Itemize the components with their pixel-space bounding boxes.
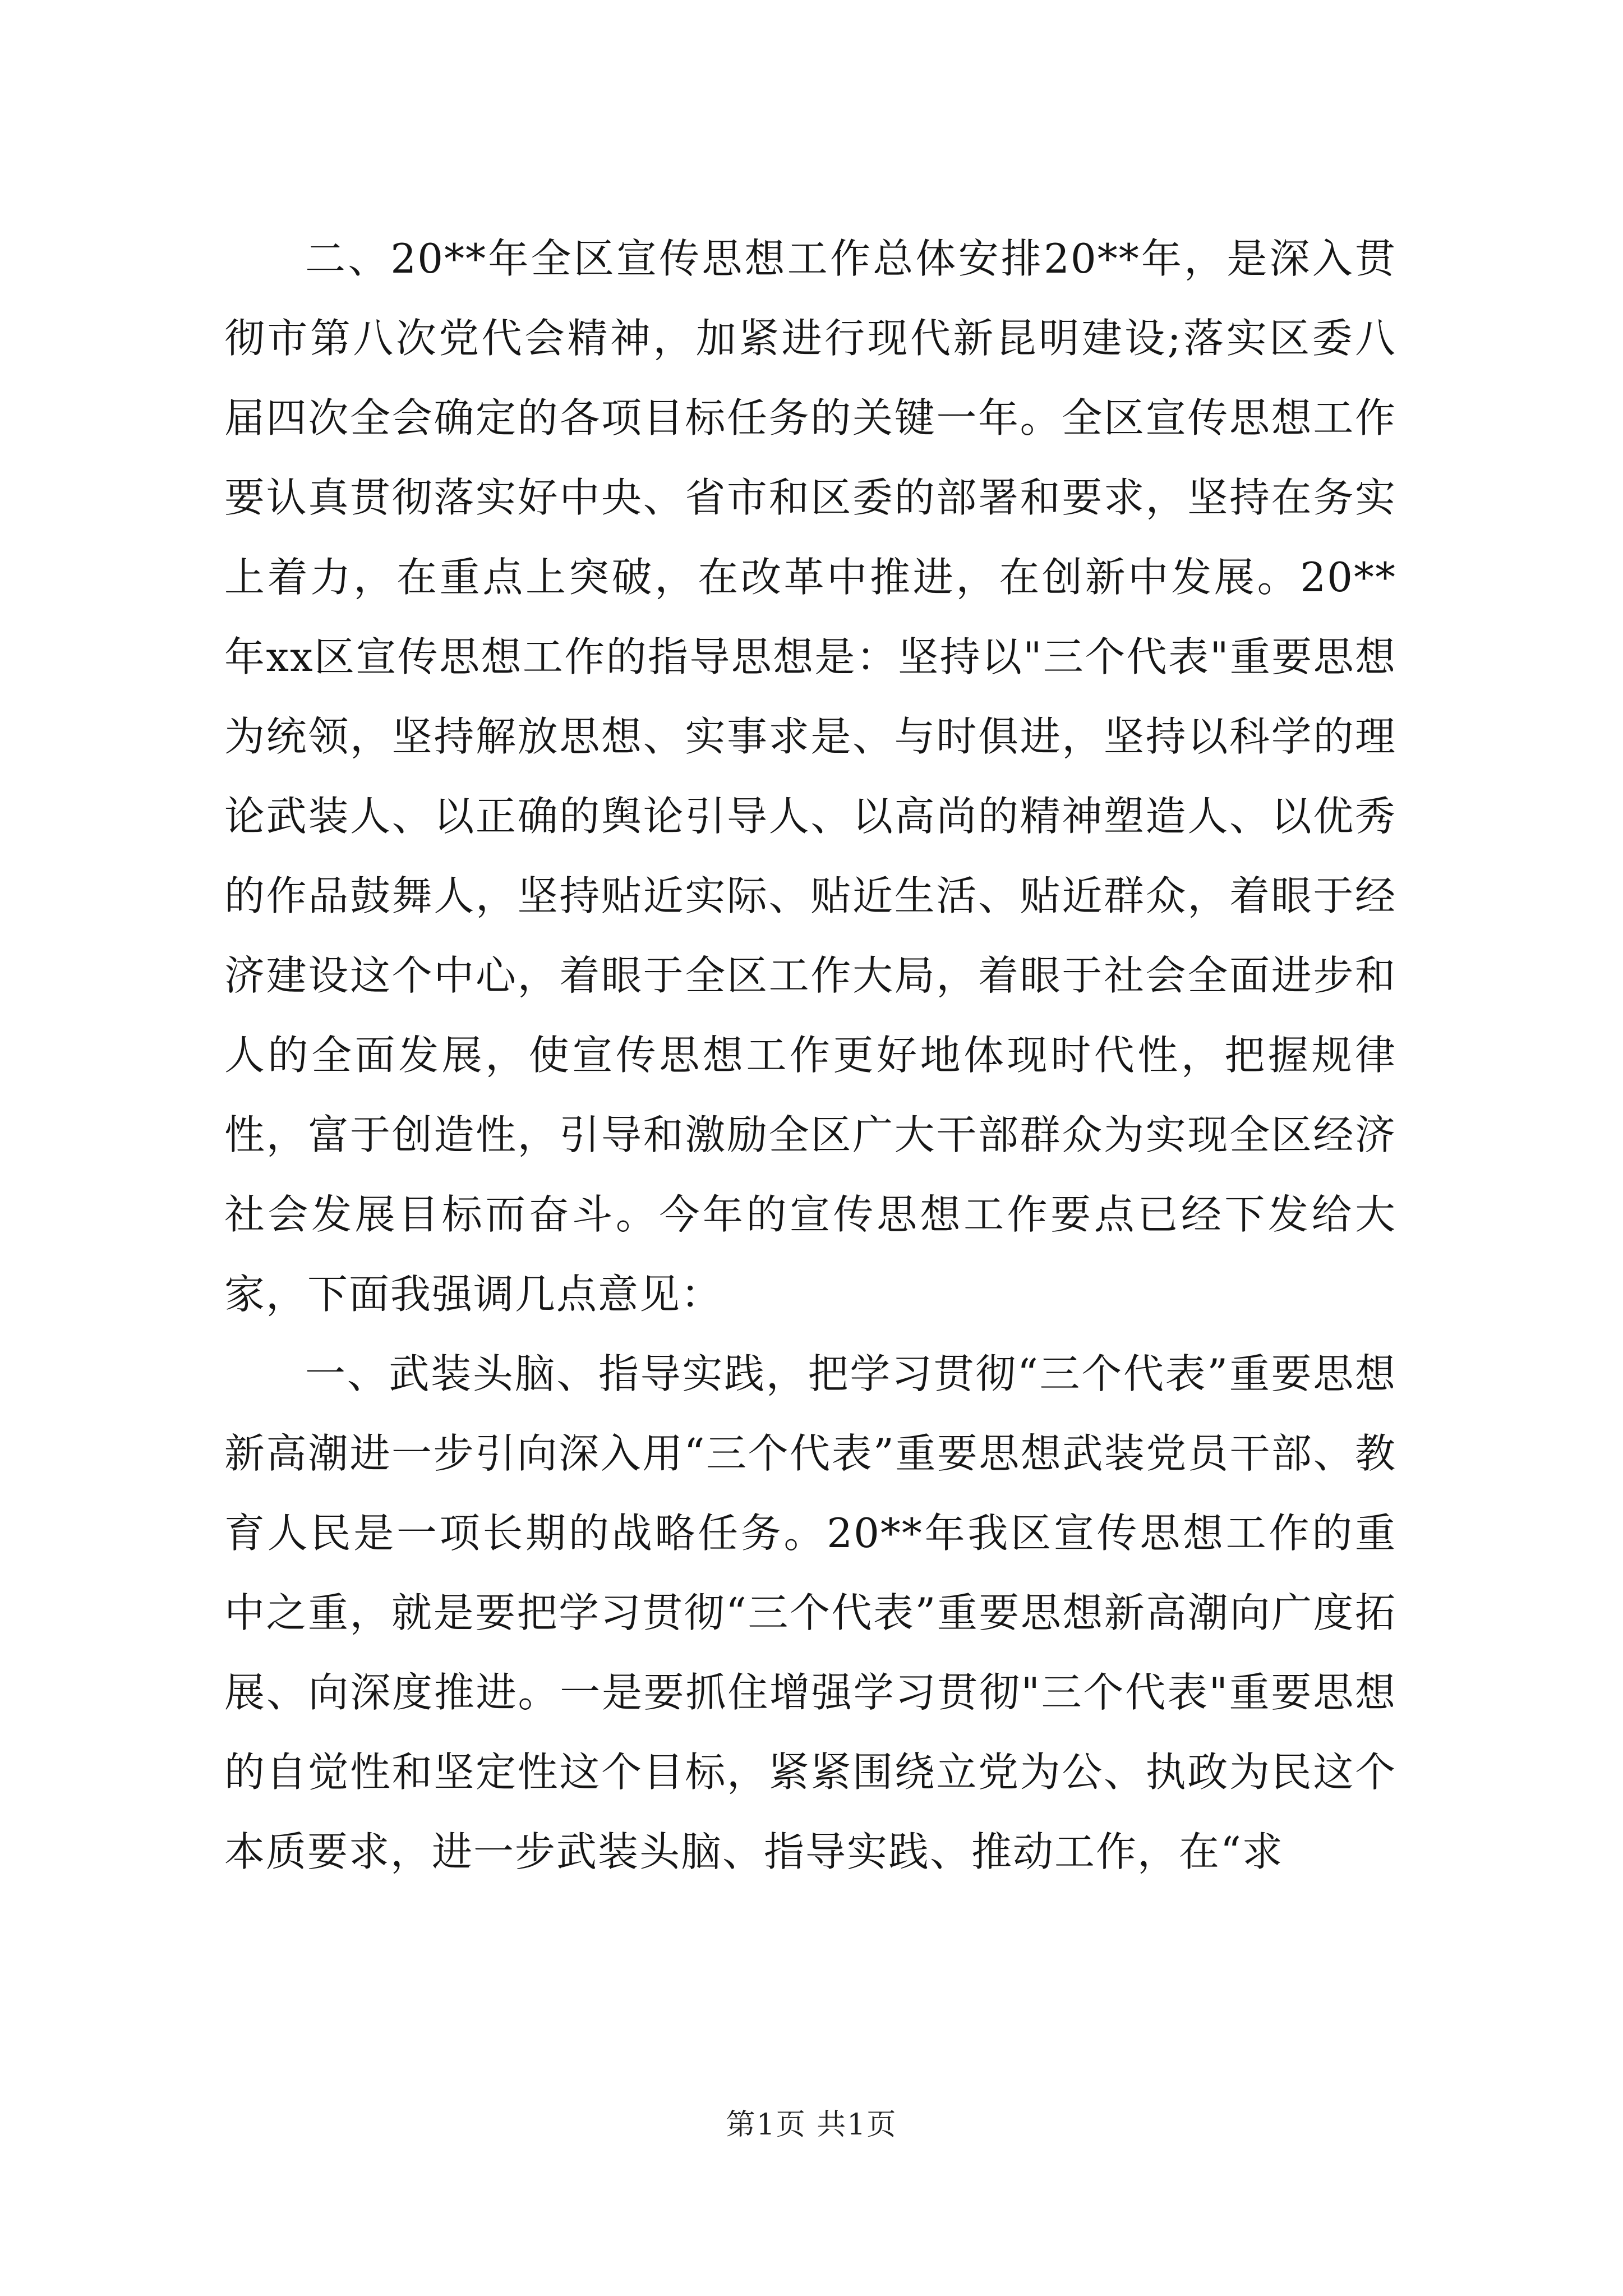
document-body (224, 219, 1396, 1892)
paragraph-1: 二、20**年全区宣传思想工作总体安排20**年，是深入贯彻市第八次党代会精神，加紧进行现代新昆明建设;落实区委八届四次全会确定的各项目标任务的关键一年。全区宣传思想工作要认真贯彻落实好中央、省市和区委的部署和要求，坚持在务实上着力，在重点上突破，在改革中推进，在创新中发展。20**年xx区宣传思想工作的指导思想是：坚持以"三个代表"重要思想为统领，坚持解放思想、实事求是、与时俱进，坚持以科学的理论武装人、以正确的舆论引导人、以高尚的精神塑造人、以优秀的作品鼓舞人，坚持贴近实际、贴近生活、贴近群众，着眼于经济建设这个中心，着眼于全区工作大局，着眼于社会全面进步和人的全面发展，使宣传思想工作更好地体现时代性，把握规律性，富于创造性，引导和激励全区广大干部群众为实现全区经济社会发展目标而奋斗。今年的宣传思想工作要点已经下发给大家，下面我强调几点意见： (224, 235, 1396, 1318)
page-footer: 第1页 共1页 (726, 2108, 897, 2142)
paragraph-2: 一、武装头脑、指导实践，把学习贯彻“三个代表”重要思想新高潮进一步引向深入用“三个代表”重要思想武装党员干部、教育人民是一项长期的战略任务。20**年我区宣传思想工作的重中之重，就是要把学习贯彻“三个代表”重要思想新高潮向广度拓展、向深度推进。一是要抓住增强学习贯彻"三个代表"重要思想的自觉性和坚定性这个目标，紧紧围绕立党为公、执政为民这个本质要求，进一步武装头脑、指导实践、推动工作，在“求 (224, 1350, 1396, 1875)
